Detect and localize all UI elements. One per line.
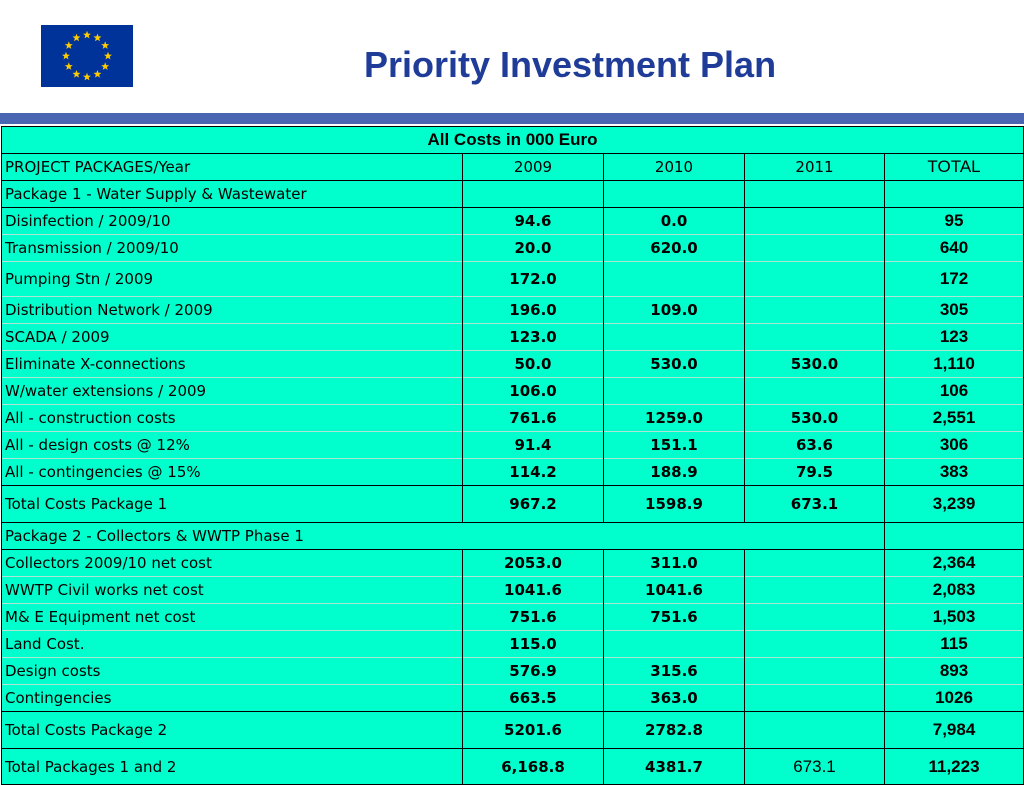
table-row xyxy=(2,658,1024,685)
cell-2011 xyxy=(745,685,885,712)
cell-2011 xyxy=(745,577,885,604)
cell-2010 xyxy=(604,324,745,351)
cell-total: 11,223 xyxy=(885,749,1024,785)
cell-2011 xyxy=(745,378,885,405)
row-label: Total Costs Package 2 xyxy=(2,712,463,749)
cell-total: 2,364 xyxy=(885,550,1024,577)
cell-2011: 79.5 xyxy=(745,459,885,486)
table-row xyxy=(2,577,1024,604)
cell-2010: 4381.7 xyxy=(604,749,745,785)
table-row xyxy=(2,459,1024,486)
table-row xyxy=(2,324,1024,351)
cell-2010 xyxy=(604,378,745,405)
package1-total-row xyxy=(2,486,1024,523)
cell-total: 7,984 xyxy=(885,712,1024,749)
cell-2011 xyxy=(745,631,885,658)
cell-2011 xyxy=(745,712,885,749)
cell-2009: 663.5 xyxy=(463,685,604,712)
cell-2010: 315.6 xyxy=(604,658,745,685)
flag-star xyxy=(73,34,81,42)
empty-cell xyxy=(885,523,1024,550)
cell-2011 xyxy=(745,262,885,297)
cell-2010: 1598.9 xyxy=(604,486,745,523)
table-row xyxy=(2,405,1024,432)
flag-star xyxy=(83,73,91,81)
cell-2011: 673.1 xyxy=(745,486,885,523)
flag-star xyxy=(62,52,70,60)
row-label: Total Costs Package 1 xyxy=(2,486,463,523)
cell-2009: 115.0 xyxy=(463,631,604,658)
row-label: Transmission / 2009/10 xyxy=(2,235,463,262)
cell-2010: 188.9 xyxy=(604,459,745,486)
table-row xyxy=(2,550,1024,577)
cell-2009: 761.6 xyxy=(463,405,604,432)
cell-total: 383 xyxy=(885,459,1024,486)
cell-2009: 172.0 xyxy=(463,262,604,297)
row-label: SCADA / 2009 xyxy=(2,324,463,351)
flag-star xyxy=(101,62,109,70)
table-caption: All Costs in 000 Euro xyxy=(2,127,1024,154)
cell-2009: 967.2 xyxy=(463,486,604,523)
page-title: Priority Investment Plan xyxy=(363,44,777,85)
table-caption-row xyxy=(2,127,1024,154)
cell-2010: 0.0 xyxy=(604,208,745,235)
cell-total: 115 xyxy=(885,631,1024,658)
row-label: Disinfection / 2009/10 xyxy=(2,208,463,235)
cell-total: 172 xyxy=(885,262,1024,297)
row-label: W/water extensions / 2009 xyxy=(2,378,463,405)
empty-cell xyxy=(745,181,885,208)
flag-star xyxy=(94,70,102,78)
flag-star xyxy=(65,41,73,49)
cell-2009: 196.0 xyxy=(463,297,604,324)
investment-table xyxy=(1,126,1024,785)
cell-2009: 6,168.8 xyxy=(463,749,604,785)
table-row xyxy=(2,208,1024,235)
cell-total: 3,239 xyxy=(885,486,1024,523)
cell-2011 xyxy=(745,324,885,351)
cell-total: 305 xyxy=(885,297,1024,324)
cell-2011 xyxy=(745,208,885,235)
package1-heading-row xyxy=(2,181,1024,208)
cell-2010: 151.1 xyxy=(604,432,745,459)
cell-total: 106 xyxy=(885,378,1024,405)
title-divider-bar xyxy=(0,113,1024,124)
flag-star xyxy=(83,31,91,39)
table-row xyxy=(2,378,1024,405)
cell-total: 1,503 xyxy=(885,604,1024,631)
row-label: Land Cost. xyxy=(2,631,463,658)
row-label: Design costs xyxy=(2,658,463,685)
cell-2010: 620.0 xyxy=(604,235,745,262)
row-label: Contingencies xyxy=(2,685,463,712)
row-label: All - construction costs xyxy=(2,405,463,432)
row-label: All - design costs @ 12% xyxy=(2,432,463,459)
cell-2010: 363.0 xyxy=(604,685,745,712)
column-header-2010: 2010 xyxy=(604,154,745,181)
cell-2009: 5201.6 xyxy=(463,712,604,749)
row-label: Pumping Stn / 2009 xyxy=(2,262,463,297)
cell-2009: 576.9 xyxy=(463,658,604,685)
cell-2009: 94.6 xyxy=(463,208,604,235)
package2-total-row xyxy=(2,712,1024,749)
table-row xyxy=(2,297,1024,324)
cell-2009: 91.4 xyxy=(463,432,604,459)
column-header-2009: 2009 xyxy=(463,154,604,181)
table-row xyxy=(2,631,1024,658)
cell-2009: 114.2 xyxy=(463,459,604,486)
flag-star xyxy=(94,34,102,42)
empty-cell xyxy=(604,181,745,208)
table-row xyxy=(2,351,1024,378)
cell-2010: 1041.6 xyxy=(604,577,745,604)
cell-total: 640 xyxy=(885,235,1024,262)
row-label: Total Packages 1 and 2 xyxy=(2,749,463,785)
cell-2009: 751.6 xyxy=(463,604,604,631)
empty-cell xyxy=(463,181,604,208)
cell-total: 1,110 xyxy=(885,351,1024,378)
cell-2011 xyxy=(745,604,885,631)
cell-2009: 1041.6 xyxy=(463,577,604,604)
cell-2011 xyxy=(745,658,885,685)
cell-2011 xyxy=(745,235,885,262)
flag-star xyxy=(104,52,112,60)
cell-total: 1026 xyxy=(885,685,1024,712)
cell-total: 2,551 xyxy=(885,405,1024,432)
cell-total: 123 xyxy=(885,324,1024,351)
cell-2011 xyxy=(745,550,885,577)
cell-2010: 1259.0 xyxy=(604,405,745,432)
table-header-row xyxy=(2,154,1024,181)
cell-2010: 751.6 xyxy=(604,604,745,631)
cell-2011: 673.1 xyxy=(745,749,885,785)
flag-star xyxy=(73,70,81,78)
table-row xyxy=(2,604,1024,631)
row-label: All - contingencies @ 15% xyxy=(2,459,463,486)
package2-heading: Package 2 - Collectors & WWTP Phase 1 xyxy=(2,523,885,550)
table-row xyxy=(2,432,1024,459)
table-row xyxy=(2,262,1024,297)
cell-2011: 530.0 xyxy=(745,405,885,432)
grand-total-row xyxy=(2,749,1024,785)
cell-2009: 20.0 xyxy=(463,235,604,262)
row-label: Eliminate X-connections xyxy=(2,351,463,378)
cell-2011 xyxy=(745,297,885,324)
cell-2010: 2782.8 xyxy=(604,712,745,749)
row-label: Distribution Network / 2009 xyxy=(2,297,463,324)
row-label: Collectors 2009/10 net cost xyxy=(2,550,463,577)
empty-cell xyxy=(885,181,1024,208)
column-header-total: TOTAL xyxy=(885,154,1024,181)
cell-2010: 109.0 xyxy=(604,297,745,324)
cell-2010: 311.0 xyxy=(604,550,745,577)
cell-2010: 530.0 xyxy=(604,351,745,378)
cell-total: 95 xyxy=(885,208,1024,235)
cell-total: 2,083 xyxy=(885,577,1024,604)
package2-heading-row xyxy=(2,523,1024,550)
eu-flag-stars xyxy=(41,25,133,87)
cell-2011: 530.0 xyxy=(745,351,885,378)
row-label: M& E Equipment net cost xyxy=(2,604,463,631)
flag-star xyxy=(65,62,73,70)
cell-total: 306 xyxy=(885,432,1024,459)
cell-2010 xyxy=(604,631,745,658)
cell-2011: 63.6 xyxy=(745,432,885,459)
cell-2009: 123.0 xyxy=(463,324,604,351)
column-header-2011: 2011 xyxy=(745,154,885,181)
cell-2010 xyxy=(604,262,745,297)
eu-flag-icon xyxy=(41,25,133,87)
cell-2009: 2053.0 xyxy=(463,550,604,577)
cell-2009: 106.0 xyxy=(463,378,604,405)
cell-2009: 50.0 xyxy=(463,351,604,378)
table-row xyxy=(2,685,1024,712)
table-row xyxy=(2,235,1024,262)
package1-heading: Package 1 - Water Supply & Wastewater xyxy=(2,181,463,208)
column-header-project: PROJECT PACKAGES/Year xyxy=(2,154,463,181)
cell-total: 893 xyxy=(885,658,1024,685)
row-label: WWTP Civil works net cost xyxy=(2,577,463,604)
flag-star xyxy=(101,41,109,49)
